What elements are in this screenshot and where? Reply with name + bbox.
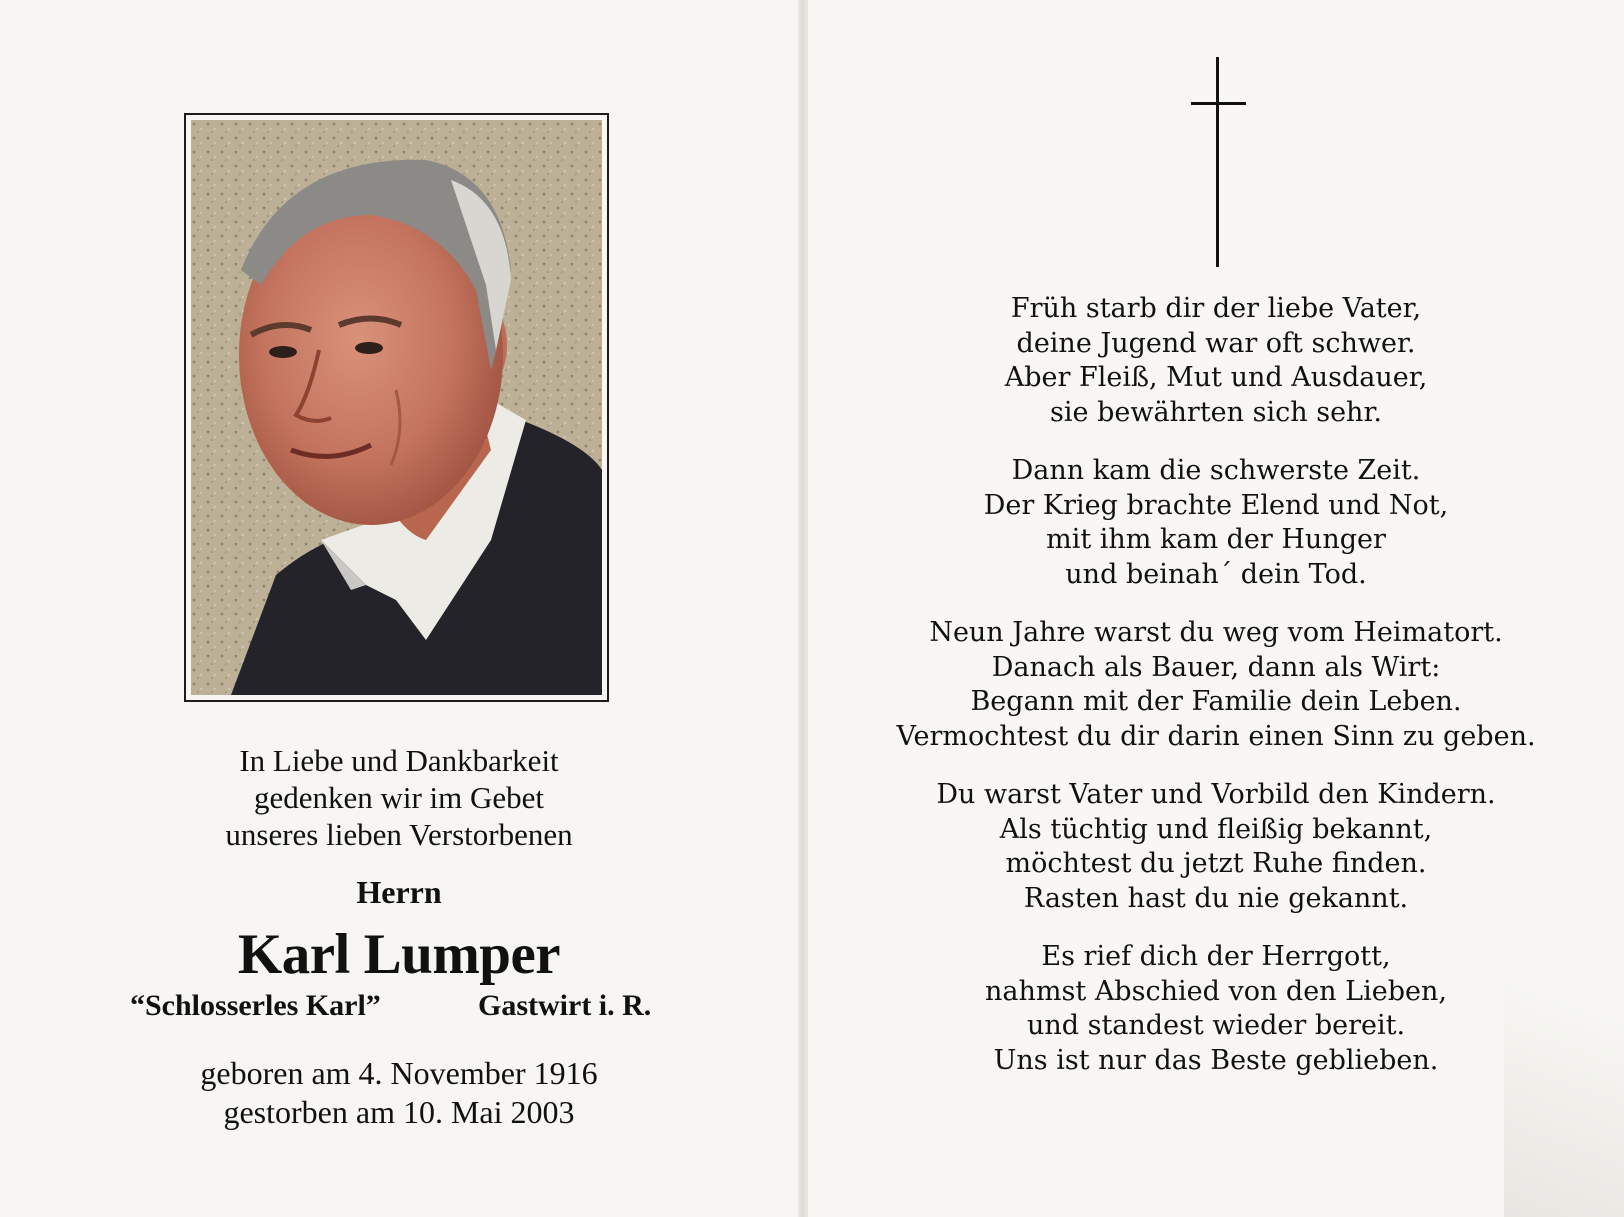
portrait-frame (184, 113, 609, 702)
deceased-name: Karl Lumper (237, 923, 561, 986)
poem-line: sie bewährten sich sehr. (1050, 396, 1382, 428)
poem-stanza (808, 616, 1624, 754)
cross-vertical-bar (1216, 57, 1219, 267)
poem-line: Früh starb dir der liebe Vater, (1010, 293, 1422, 324)
life-dates (0, 1054, 798, 1132)
poem-line: möchtest du jetzt Ruhe finden. (1005, 848, 1427, 879)
poem-line: Danach als Bauer, dann als Wirt: (991, 651, 1441, 683)
card-fold (798, 0, 808, 1217)
poem-line: Vermochtest du dir darin einen Sinn zu geben. (896, 720, 1536, 752)
poem-line: und beinah´ dein Tod. (1065, 558, 1367, 590)
poem-line: mit ihm kam der Hunger (1046, 524, 1386, 555)
poem-line: Als tüchtig und fleißig bekannt, (999, 813, 1433, 845)
poem-line: Dann kam die schwerste Zeit. (1011, 455, 1421, 486)
poem-line: deine Jugend war oft schwer. (1016, 327, 1416, 359)
poem-stanza (808, 778, 1624, 916)
poem-line: und standest wieder bereit. (1026, 1010, 1406, 1041)
poem-line: Uns ist nur das Beste geblieben. (993, 1044, 1439, 1076)
poem-line: Aber Fleiß, Mut und Ausdauer, (1004, 362, 1428, 393)
poem-stanza (808, 454, 1624, 592)
intro-text (0, 742, 798, 853)
poem-line: Neun Jahre warst du weg vom Heimatort. (929, 617, 1503, 648)
portrait-illustration (191, 120, 602, 695)
death-date: gestorben am 10. Mai 2003 (223, 1094, 575, 1130)
cross-horizontal-bar (1191, 102, 1246, 105)
portrait-photo (191, 120, 602, 695)
poem-line: Es rief dich der Herrgott, (1041, 941, 1391, 972)
intro-line: unseres lieben Verstorbenen (225, 817, 573, 852)
poem-stanza (808, 940, 1624, 1078)
nickname: “Schlosserles Karl” (130, 989, 381, 1022)
birth-date: geboren am 4. November 1916 (200, 1055, 598, 1091)
poem (808, 292, 1624, 1102)
poem-line: Du warst Vater und Vorbild den Kindern. (936, 779, 1496, 810)
poem-line: nahmst Abschied von den Lieben, (985, 975, 1447, 1007)
poem-line: Rasten hast du nie gekannt. (1023, 882, 1409, 914)
intro-line: In Liebe und Dankbarkeit (239, 743, 559, 778)
poem-stanza (808, 292, 1624, 430)
poem-line: Begann mit der Familie dein Leben. (970, 686, 1462, 717)
occupation: Gastwirt i. R. (478, 989, 652, 1022)
poem-line: Der Krieg brachte Elend und Not, (983, 489, 1449, 521)
salutation: Herrn (356, 874, 442, 910)
intro-line: gedenken wir im Gebet (253, 780, 545, 815)
